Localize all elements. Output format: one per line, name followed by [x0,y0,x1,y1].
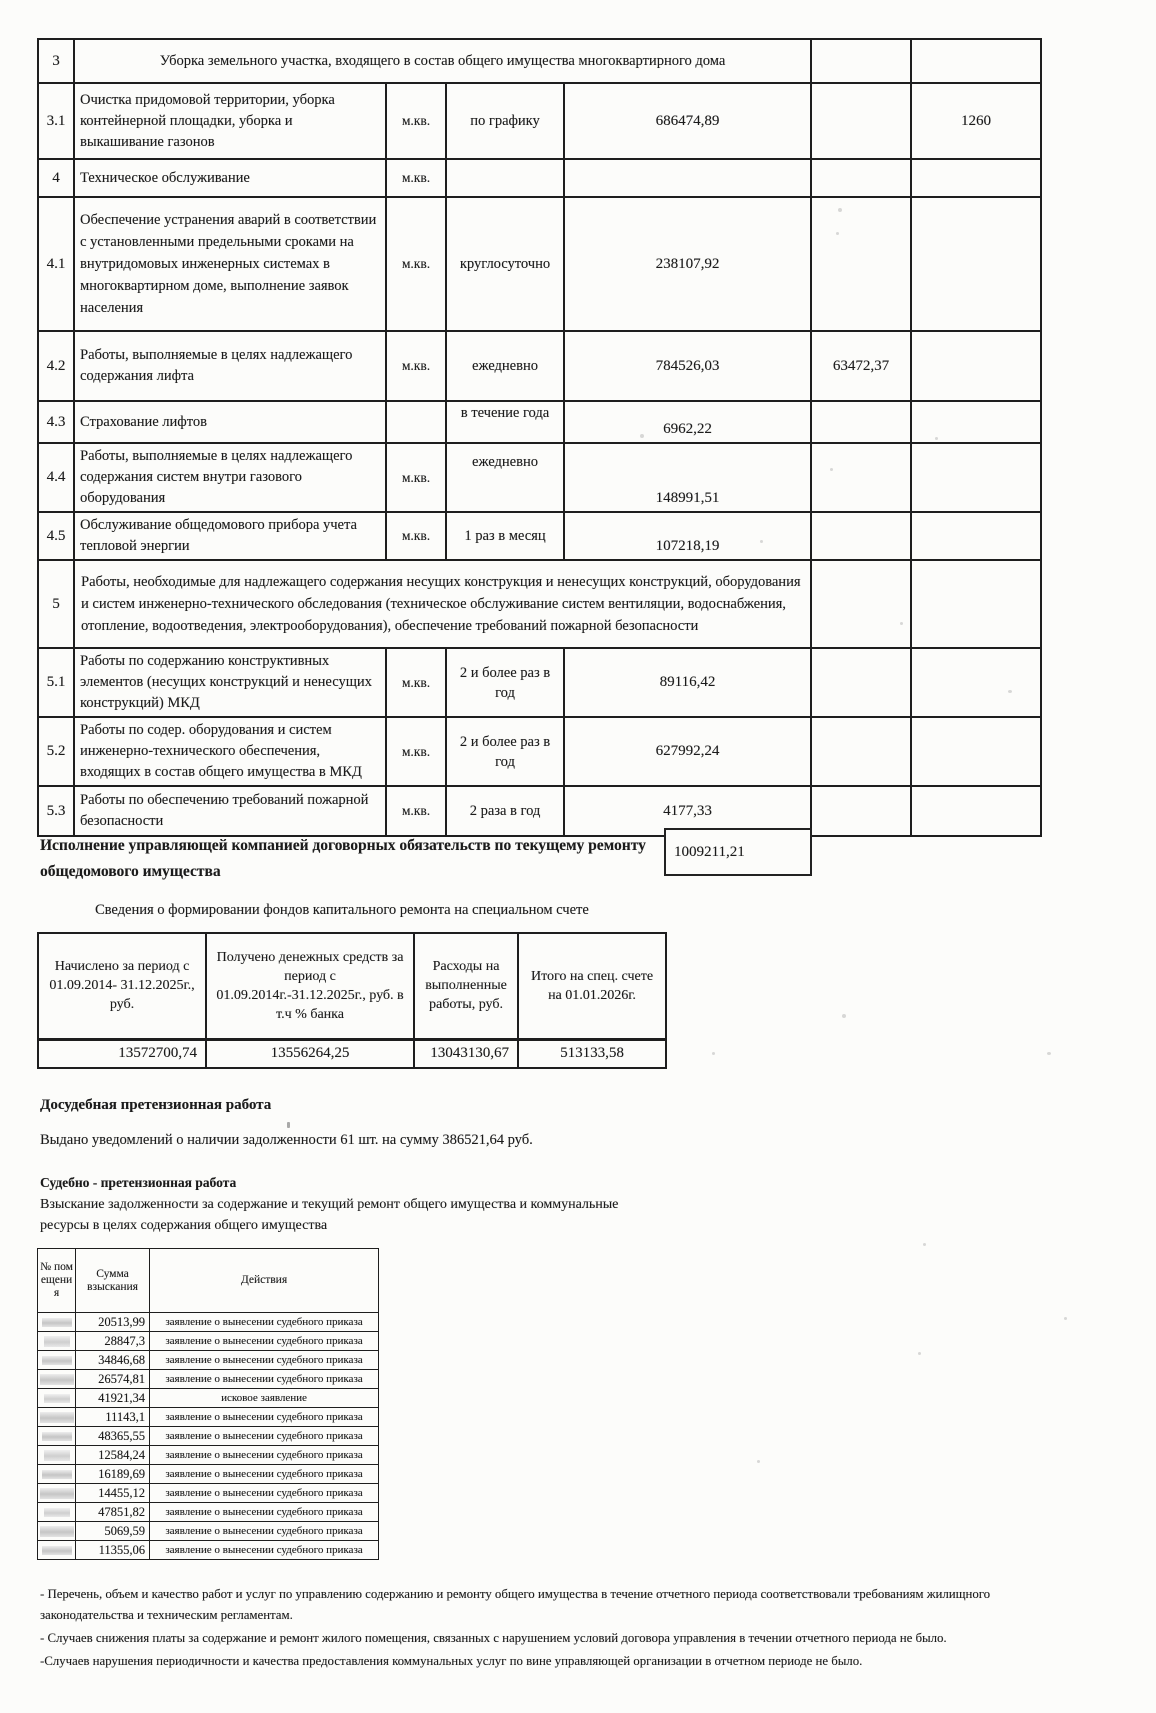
work-description-cell: Работы по содержанию конструктивных элементов (несущих конструкций и ненесущих конструкций) МКД [74,648,386,717]
table-row [38,1389,379,1408]
apartment-number-cell [38,1389,76,1408]
claim-amount-cell: 11355,06 [76,1541,150,1560]
extra-value-cell [811,512,911,560]
row-number-cell: 4.3 [38,401,74,443]
claim-action-cell: заявление о вынесении судебного приказа [150,1484,379,1503]
column-header: Получено денежных средств за период с 01.09.2014г.-31.12.2025г., руб. в т.ч % банка [206,933,414,1039]
last-column-cell [911,786,1041,836]
table-row [38,512,1041,560]
periodicity-cell: 2 раза в год [446,786,564,836]
table-row [38,933,666,1039]
unit-cell: м.кв. [386,331,446,401]
accrued-amount-cell: 13572700,74 [38,1039,206,1068]
table-row [38,39,1041,83]
extra-value-cell [811,39,911,83]
apartment-number-cell [38,1484,76,1503]
table-row [38,401,1041,443]
work-description-cell: Техническое обслуживание [74,159,386,197]
redacted-value [40,1488,74,1499]
last-column-cell [911,648,1041,717]
periodicity-cell: ежедневно [446,331,564,401]
annual-cost-cell: 89116,42 [564,648,811,717]
periodicity-cell: в течение года [446,401,564,443]
periodicity-cell: круглосуточно [446,197,564,331]
last-column-cell [911,39,1041,83]
unit-cell: м.кв. [386,83,446,159]
redacted-value [42,1318,72,1327]
periodicity-cell [446,159,564,197]
extra-value-cell [811,717,911,786]
unit-cell: м.кв. [386,648,446,717]
redacted-value [42,1356,72,1365]
judicial-section-title: Судебно - претензионная работа [40,1175,237,1190]
table-row [38,1484,379,1503]
work-description-cell: Работы по обеспечению требований пожарной безопасности [74,786,386,836]
pretrial-section-title: Досудебная претензионная работа [40,1097,272,1113]
balance-amount-cell: 513133,58 [518,1039,666,1068]
row-number-cell: 5.2 [38,717,74,786]
extra-value-cell [811,401,911,443]
footnote: - Перечень, объем и качество работ и услуг по управлению содержанию и ремонту общего имущества в течение отчетного периода соответствовали требованиям жилищного законодательства и техническим регламентам. [40,1587,991,1622]
claim-amount-cell: 16189,69 [76,1465,150,1484]
table-row [38,443,1041,512]
row-number-cell: 3.1 [38,83,74,159]
claim-action-cell: заявление о вынесении судебного приказа [150,1332,379,1351]
claim-amount-cell: 12584,24 [76,1446,150,1465]
row-number-cell: 4.4 [38,443,74,512]
claim-action-cell: заявление о вынесении судебного приказа [150,1351,379,1370]
apartment-number-cell [38,1465,76,1484]
last-column-cell [911,717,1041,786]
claim-action-cell: заявление о вынесении судебного приказа [150,1446,379,1465]
periodicity-cell: 2 и более раз в год [446,717,564,786]
work-description-cell: Страхование лифтов [74,401,386,443]
claim-action-cell: заявление о вынесении судебного приказа [150,1370,379,1389]
last-column-cell [911,401,1041,443]
claim-amount-cell: 34846,68 [76,1351,150,1370]
column-header: Начислено за период с 01.09.2014- 31.12.2025г., руб. [38,933,206,1039]
footnotes [40,1584,1066,1674]
last-column-cell [911,159,1041,197]
row-number-cell: 4.2 [38,331,74,401]
table-row [38,331,1041,401]
apartment-number-cell [38,1446,76,1465]
unit-cell: м.кв. [386,159,446,197]
pretrial-section-text: Выдано уведомлений о наличии задолженности 61 шт. на сумму 386521,64 руб. [40,1132,533,1148]
work-description-cell: Обслуживание общедомового прибора учета тепловой энергии [74,512,386,560]
works-table [37,38,1042,837]
unit-cell: м.кв. [386,512,446,560]
claim-action-cell: заявление о вынесении судебного приказа [150,1503,379,1522]
current-repair-label: Исполнение управляющей компанией договорных обязательств по текущему ремонту общедомового имущества [40,837,646,880]
redacted-value [42,1546,72,1555]
work-description-cell: Работы, необходимые для надлежащего содержания несущих конструкция и ненесущих конструкций, оборудования и систем инженерно-технического обследования (техническое обслуживание систем вентиляции, водоснабжения, отопление, водоотведения, электрооборудования), обеспечение требований пожарной безопасности [74,560,811,648]
unit-cell: м.кв. [386,786,446,836]
table-row [38,1351,379,1370]
table-row [38,786,1041,836]
redacted-value [40,1526,74,1537]
claim-amount-cell: 14455,12 [76,1484,150,1503]
last-column-cell [911,331,1041,401]
claim-amount-cell: 41921,34 [76,1389,150,1408]
redacted-value [42,1432,72,1441]
claim-action-cell: заявление о вынесении судебного приказа [150,1313,379,1332]
claim-amount-cell: 26574,81 [76,1370,150,1389]
extra-value-cell [811,443,911,512]
annual-cost-cell: 6962,22 [564,401,811,443]
expenses-amount-cell: 13043130,67 [414,1039,518,1068]
last-column-cell [911,560,1041,648]
judicial-section-text: Взыскание задолженности за содержание и текущий ремонт общего имущества и коммунальные ресурсы в целях содержания общего имущества [40,1197,619,1233]
claim-action-cell: заявление о вынесении судебного приказа [150,1465,379,1484]
column-header: Итого на спец. счете на 01.01.2026г. [518,933,666,1039]
row-number-cell: 4 [38,159,74,197]
extra-value-cell [811,648,911,717]
claim-action-cell: заявление о вынесении судебного приказа [150,1408,379,1427]
claim-action-cell: исковое заявление [150,1389,379,1408]
table-row [38,1370,379,1389]
apartment-number-cell [38,1503,76,1522]
table-row [38,83,1041,159]
annual-cost-cell: 148991,51 [564,443,811,512]
annual-cost-cell: 238107,92 [564,197,811,331]
redacted-value [44,1450,70,1461]
table-row [38,1249,379,1313]
column-header: Расходы на выполненные работы, руб. [414,933,518,1039]
claim-action-cell: заявление о вынесении судебного приказа [150,1541,379,1560]
claims-table [37,1248,379,1560]
claim-amount-cell: 5069,59 [76,1522,150,1541]
annual-cost-cell: 627992,24 [564,717,811,786]
work-description-cell: Работы по содер. оборудования и систем инженерно-технического обеспечения, входящих в состав общего имущества в МКД [74,717,386,786]
annual-cost-cell [564,159,811,197]
periodicity-cell: по графику [446,83,564,159]
redacted-value [40,1374,74,1385]
table-row [38,1522,379,1541]
redacted-value [42,1470,72,1479]
row-number-cell: 4.1 [38,197,74,331]
unit-cell [386,401,446,443]
unit-cell: м.кв. [386,717,446,786]
apartment-number-cell [38,1370,76,1389]
table-row [38,560,1041,648]
table-row [38,1313,379,1332]
table-row [38,1541,379,1560]
claim-amount-cell: 11143,1 [76,1408,150,1427]
periodicity-cell: 1 раз в месяц [446,512,564,560]
claim-amount-cell: 28847,3 [76,1332,150,1351]
row-number-cell: 4.5 [38,512,74,560]
capital-fund-title: Сведения о формировании фондов капитального ремонта на специальном счете [95,902,589,918]
apartment-number-cell [38,1313,76,1332]
footnote: -Случаев нарушения периодичности и качества предоставления коммунальных услуг по вине управляющей организации в отчетном периоде не было. [40,1654,863,1668]
extra-value-cell [811,83,911,159]
table-row [38,648,1041,717]
apartment-number-cell [38,1408,76,1427]
redacted-value [40,1412,74,1423]
unit-cell: м.кв. [386,443,446,512]
apartment-number-cell [38,1541,76,1560]
extra-value-cell [811,786,911,836]
periodicity-cell: 2 и более раз в год [446,648,564,717]
extra-value-cell: 63472,37 [811,331,911,401]
table-row [38,1332,379,1351]
extra-value-cell [811,159,911,197]
claim-amount-cell: 47851,82 [76,1503,150,1522]
column-header: Сумма взыскания [76,1249,150,1313]
annual-cost-cell: 686474,89 [564,83,811,159]
redacted-value [44,1336,70,1347]
received-amount-cell: 13556264,25 [206,1039,414,1068]
table-row [38,717,1041,786]
row-number-cell: 3 [38,39,74,83]
capital-fund-table [37,932,667,1069]
apartment-number-cell [38,1427,76,1446]
table-row [38,1503,379,1522]
apartment-number-cell [38,1351,76,1370]
apartment-number-cell [38,1332,76,1351]
extra-value-cell [811,197,911,331]
table-row [38,159,1041,197]
footnote: - Случаев снижения платы за содержание и ремонт жилого помещения, связанных с нарушением условий договора управления в течении отчетного периода не было. [40,1631,947,1645]
claim-action-cell: заявление о вынесении судебного приказа [150,1427,379,1446]
claim-action-cell: заявление о вынесении судебного приказа [150,1522,379,1541]
claim-amount-cell: 20513,99 [76,1313,150,1332]
redacted-value [44,1508,70,1517]
table-row [38,1465,379,1484]
annual-cost-cell: 784526,03 [564,331,811,401]
work-description-cell: Работы, выполняемые в целях надлежащего содержания лифта [74,331,386,401]
last-column-cell [911,443,1041,512]
unit-cell: м.кв. [386,197,446,331]
current-repair-amount: 1009211,21 [674,843,745,860]
periodicity-cell: ежедневно [446,443,564,512]
last-column-cell [911,197,1041,331]
last-column-cell [911,512,1041,560]
table-row [38,1427,379,1446]
extra-value-cell [811,560,911,648]
last-column-cell: 1260 [911,83,1041,159]
column-header: № помещения [38,1249,76,1313]
table-row [38,197,1041,331]
table-row [38,1408,379,1427]
table-row [38,1446,379,1465]
row-number-cell: 5.3 [38,786,74,836]
annual-cost-cell: 107218,19 [564,512,811,560]
apartment-number-cell [38,1522,76,1541]
work-description-cell: Обеспечение устранения аварий в соответствии с установленными предельными сроками на внутридомовых инженерных системах в многоквартирном доме, выполнение заявок населения [74,197,386,331]
work-description-cell: Уборка земельного участка, входящего в состав общего имущества многоквартирного дома [74,39,811,83]
work-description-cell: Очистка придомовой территории, уборка контейнерной площадки, уборка и выкашивание газонов [74,83,386,159]
column-header: Действия [150,1249,379,1313]
row-number-cell: 5 [38,560,74,648]
annual-cost-cell: 4177,33 [564,786,811,836]
row-number-cell: 5.1 [38,648,74,717]
redacted-value [44,1394,70,1403]
claim-amount-cell: 48365,55 [76,1427,150,1446]
table-row [38,1039,666,1068]
work-description-cell: Работы, выполняемые в целях надлежащего содержания систем внутри газового оборудования [74,443,386,512]
current-repair-amount-box [664,828,812,876]
